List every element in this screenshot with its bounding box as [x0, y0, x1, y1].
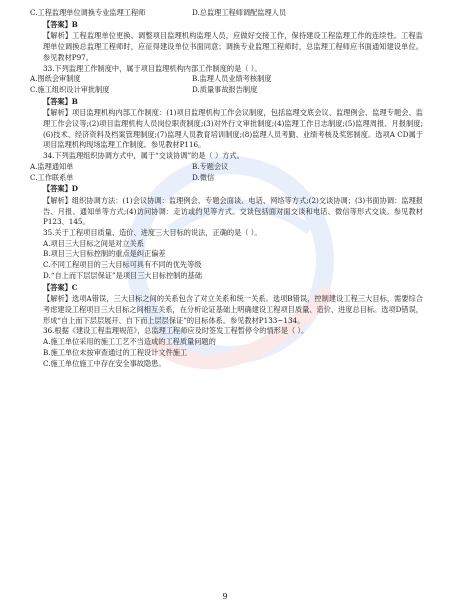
option-text: C.工作联系单 — [30, 172, 74, 182]
option-text: B.施工单位未按审查通过的工程设计文件施工 — [43, 347, 188, 357]
explanation-paragraph: 【解析】组织协调方法：(1)会议协调：监理例会、专题会面谈、电话、网络等方式;(2)交谈协调；(3)书面协调：监理报告、月报、通知单等方式;(4)访问协调：走访或约见等方式。交谈包括面对面交谈和电话、微信等形式交谈。参见教材P123、145。 — [43, 195, 423, 227]
page-number: 9 — [222, 592, 228, 601]
option-text: C.施工单位施工中存在安全事故隐患。 — [43, 358, 166, 368]
option-text: A.监理通知单 — [30, 161, 74, 171]
options-row — [30, 74, 423, 85]
option-text: C.工程监理单位调换专业监理工程师 — [30, 8, 146, 17]
explanation-paragraph: 【解析】工程监理单位更换、调整项目监理机构监理人员，应做好交接工作，保持建设工程监理工作的连续性。工程监理单位调换总监理工程师时，应征得建设单位书面同意；调换专业监理工程师时，总监理工程师应书面通知建设单位。参见教材P97。 — [43, 31, 423, 62]
options-row — [30, 85, 423, 96]
options-row — [30, 8, 423, 19]
options-row — [30, 162, 423, 173]
question-text: 35.关于工程项目质量、造价、进度三大目标的说法，正确的是（ ）。 — [43, 228, 262, 238]
options-row — [30, 173, 423, 184]
document-content — [30, 8, 423, 369]
question-text: 36.根据《建设工程监理规范》，总监理工程师应及时签发工程暂停令的情形是（ ）。 — [43, 326, 309, 336]
option-text: D.微信 — [192, 172, 215, 182]
answer-label: 【答案】B — [43, 96, 78, 106]
option-text: D.“自上而下层层保证”是项目三大目标控制的基础 — [43, 270, 202, 280]
option-text: A.项目三大目标之间是对立关系 — [43, 238, 144, 248]
option-text: C.不同工程项目的三大目标可具有不同的优先等级 — [43, 260, 202, 270]
question-text: 34.下列监理组织协调方式中，属于“交谈协调”的是（ ）方式。 — [43, 151, 244, 161]
answer-label: 【答案】D — [43, 184, 78, 194]
question-text: 33.下列监理工作制度中，属于项目监理机构内部工作制度的是（ ）。 — [43, 63, 262, 73]
option-text: D.质量事故报告制度 — [192, 84, 258, 94]
option-text: A.图纸会审制度 — [30, 74, 81, 84]
answer-label: 【答案】C — [43, 282, 78, 292]
option-text: B.监理人员业绩考核制度 — [192, 74, 272, 84]
explanation-paragraph: 【解析】项目监理机构内部工作制度：(1)项目监理机构工作会议制度，包括监理交底会议、监理例会、监理专题会、监理工作会议等;(2)项目监理机构人员岗位职责制度;(3)对外行文审批制度;(4)监理工作日志制度;(5)监理周报、月报制度;(6)技术、经济资料及档案管理制度;(7)监理人员教育培训制度;(8)监理人员考勤、业绩考核及奖惩制度。选项A CD属于项目监理机构现场监理工作制度。参见教材P116。 — [43, 108, 423, 150]
option-text: A.施工单位采用的施工工艺不当造成的工程质量问题的 — [43, 337, 216, 347]
option-text: B.专题会议 — [192, 161, 229, 171]
option-text: D.总监理工程师调配监理人员 — [192, 8, 287, 17]
explanation-paragraph: 【解析】选项A错误，三大目标之间的关系包含了对立关系和统一关系。选项B错误，控制建设工程三大目标，需要综合考虑建设工程项目三大目标之间相互关系，在分析论证基础上明确建设工程项目质量、造价、进度总目标。选项D错误，形成“自上而下层层展开、自下而上层层保证”的目标体系。参见教材P133~134。 — [43, 294, 423, 325]
option-text: B.项目三大目标控制的重点是纠正偏差 — [43, 249, 166, 259]
option-text: C.施工组织设计审批制度 — [30, 84, 110, 94]
answer-label: 【答案】B — [43, 19, 78, 29]
